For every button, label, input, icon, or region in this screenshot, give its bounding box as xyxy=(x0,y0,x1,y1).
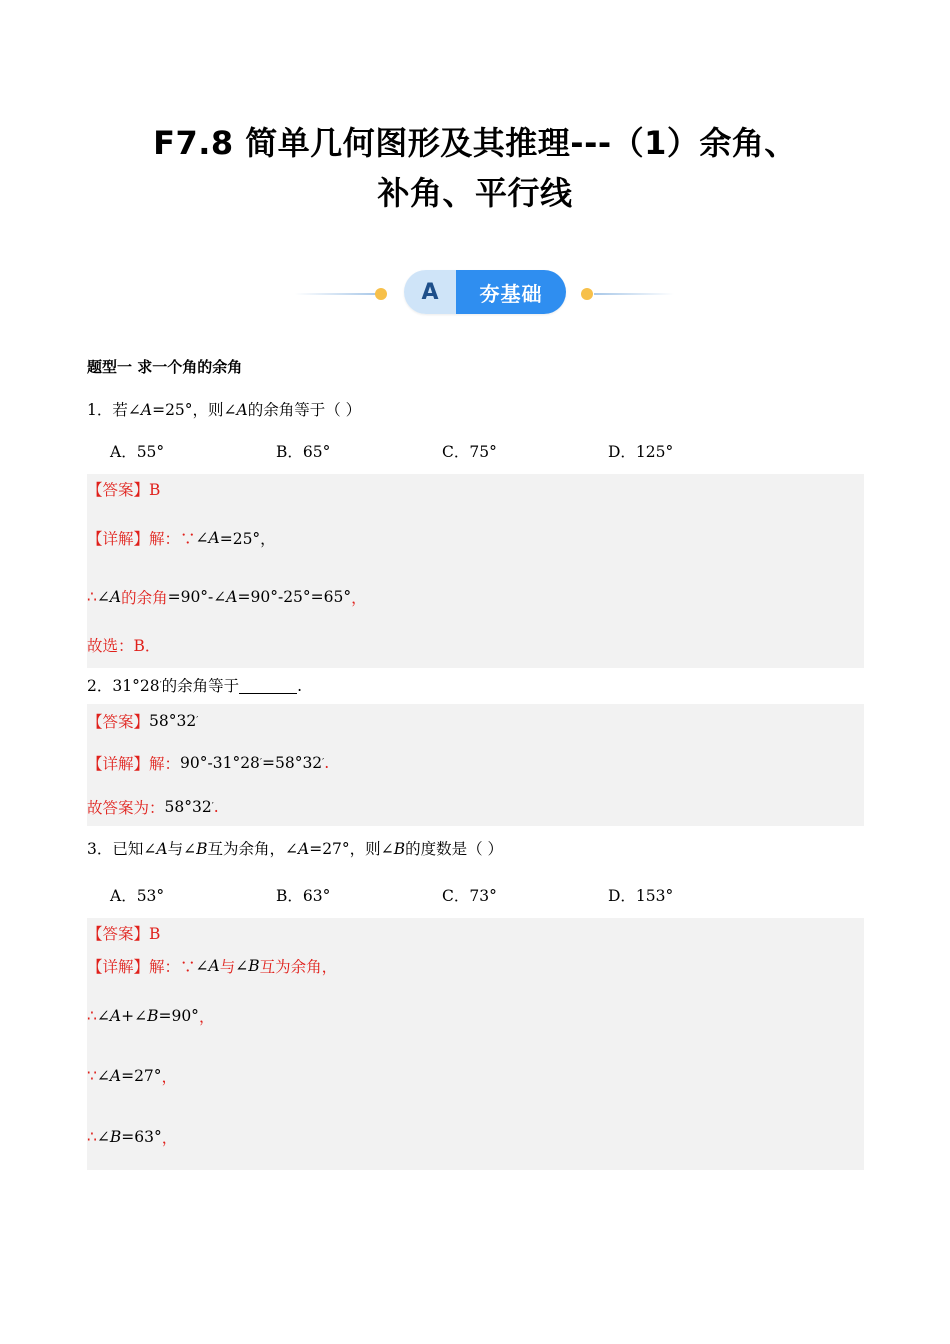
q3-var-1: A xyxy=(156,840,168,858)
q2-answer xyxy=(87,704,864,738)
document-body xyxy=(87,352,864,1170)
q2-conclusion-value: 58°32 xyxy=(164,798,212,816)
q3-number: 3．已知 xyxy=(87,840,144,858)
q2-answer-prime: ′ xyxy=(196,716,199,726)
banner-dot-left xyxy=(375,288,387,300)
q2-detail-label: 【详解】解： xyxy=(87,755,181,773)
q3-d-angle-2: ∠ xyxy=(235,957,249,975)
q1-l2-end: ， xyxy=(351,589,367,607)
q1-option-c: C．75° xyxy=(442,443,497,461)
q3-l2-end: ， xyxy=(198,1008,215,1026)
q3-var-4: B xyxy=(393,840,406,858)
q3-l3-eq: =27° xyxy=(121,1067,162,1085)
q2-detail-end: . xyxy=(324,754,330,772)
section-title: 题型一 求一个角的余角 xyxy=(87,358,243,376)
q2-conclusion xyxy=(87,788,864,826)
q3-answer: 【答案】B xyxy=(87,925,161,943)
title-line-1: F7.8 简单几何图形及其推理---（1）余角、 xyxy=(153,124,797,162)
q1-tail: 的余角等于（ ） xyxy=(247,401,362,419)
q3-angle-3: ∠ xyxy=(285,840,298,858)
banner-line-left xyxy=(295,293,377,295)
q1-angle-symbol: ∠ xyxy=(127,401,141,419)
page-title xyxy=(0,118,950,218)
q1-conclusion: 故选：B． xyxy=(87,637,161,655)
q2-detail xyxy=(87,738,864,788)
q3-tail: 的度数是（ ） xyxy=(405,840,504,858)
q2-conclusion-prime: ′ xyxy=(211,802,214,812)
q1-l2-angle: ∠ xyxy=(96,588,110,606)
q1-l2-eq: =90°- xyxy=(167,588,214,606)
q2-detail-expr: 90°-31°28 xyxy=(180,754,260,772)
q2-number: 2． xyxy=(87,677,113,695)
q1-l2-text: 的余角 xyxy=(121,589,168,607)
q2-end: . xyxy=(297,677,303,695)
q3-detail-line-1 xyxy=(87,948,864,984)
q1-detail-line-2 xyxy=(87,572,864,622)
q3-answer-block xyxy=(87,918,864,1170)
q1-detail-line-1 xyxy=(87,504,864,572)
q1-eq: =25°，则 xyxy=(152,401,224,419)
q2-answer-value: 58°32 xyxy=(149,712,197,730)
q2-answer-block xyxy=(87,704,864,826)
banner-dot-right xyxy=(581,288,593,300)
q2-tail: 的余角等于 xyxy=(161,677,240,695)
q2-conclusion-label: 故答案为： xyxy=(87,799,165,817)
q2-answer-label: 【答案】 xyxy=(87,713,150,731)
q3-d-var-1: A xyxy=(208,957,220,975)
q1-l2-var: A xyxy=(109,588,122,606)
question-2 xyxy=(87,668,864,704)
q3-option-d: D．153° xyxy=(608,887,674,905)
q3-l3-because: ∵ xyxy=(87,1067,97,1085)
banner-pill xyxy=(404,270,566,314)
q3-with: 与 xyxy=(167,840,184,858)
q2-detail-prime-2: ′ xyxy=(322,758,325,768)
q3-detail-label: 【详解】解：∵ xyxy=(87,958,196,976)
q3-l3-angle: ∠ xyxy=(96,1067,110,1085)
question-1 xyxy=(87,392,864,428)
banner-line-right xyxy=(594,293,674,295)
q3-d-with: 与 xyxy=(219,958,236,976)
q2-detail-eq: =58°32 xyxy=(261,754,323,772)
q1-number: 1．若 xyxy=(87,401,128,419)
q3-option-b: B．63° xyxy=(276,887,331,905)
q1-answer: 【答案】B xyxy=(87,481,161,499)
q3-l4-angle: ∠ xyxy=(96,1128,110,1146)
q3-options xyxy=(87,872,864,918)
q3-then: ，则 xyxy=(349,840,381,858)
q1-option-b: B．65° xyxy=(276,443,331,461)
q1-option-a: A．55° xyxy=(110,443,165,461)
q2-prime: ′ xyxy=(159,681,162,691)
q3-d-tail: 互为余角， xyxy=(259,958,338,976)
q3-detail-line-3 xyxy=(87,1048,864,1104)
q3-l2-var-1: A xyxy=(109,1007,122,1025)
q1-var: A xyxy=(140,401,153,419)
banner-letter: A xyxy=(404,270,456,314)
q1-options xyxy=(87,428,864,474)
title-line-2: 补角、平行线 xyxy=(377,174,573,212)
q1-detail-eq: =25°， xyxy=(219,530,276,548)
banner-label: 夯基础 xyxy=(456,270,566,314)
q3-option-a: A．53° xyxy=(110,887,165,905)
section-banner xyxy=(0,268,950,316)
q1-detail-var: A xyxy=(208,529,220,547)
q2-conclusion-end: . xyxy=(213,798,219,816)
q2-detail-prime: ′ xyxy=(259,758,262,768)
q3-angle-2: ∠ xyxy=(183,840,197,858)
q3-var-2: B xyxy=(196,840,208,858)
q3-mid: 互为余角， xyxy=(207,840,285,858)
q3-l2-var-2: B xyxy=(147,1007,159,1025)
q3-d-var-2: B xyxy=(248,957,260,975)
q1-angle-symbol-2: ∠ xyxy=(223,401,237,419)
q1-therefore: ∴ xyxy=(87,588,97,606)
q3-eq: =27° xyxy=(309,840,350,858)
q1-l2-var-2: A xyxy=(226,588,238,606)
q1-var-2: A xyxy=(236,401,248,419)
q1-detail-angle: ∠ xyxy=(195,529,209,547)
q3-l3-var: A xyxy=(109,1067,122,1085)
q3-angle-4: ∠ xyxy=(380,840,394,858)
q2-blank xyxy=(239,679,297,694)
q1-detail-label: 【详解】解：∵ xyxy=(87,530,196,548)
q1-option-d: D．125° xyxy=(608,443,674,461)
q3-l4-var: B xyxy=(109,1128,122,1146)
q1-l2-angle-2: ∠ xyxy=(213,588,227,606)
q3-var-3: A xyxy=(298,840,310,858)
q3-l4-end: ， xyxy=(161,1129,178,1147)
q3-option-c: C．73° xyxy=(442,887,497,905)
q3-l4-eq: =63° xyxy=(121,1128,162,1146)
q3-detail-line-4 xyxy=(87,1104,864,1170)
q2-expr: 31°28 xyxy=(112,677,160,695)
q3-l2-therefore: ∴ xyxy=(87,1007,97,1025)
q3-detail-line-2 xyxy=(87,984,864,1048)
question-3 xyxy=(87,826,864,872)
q1-l2-eq-2: =90°-25°=65° xyxy=(237,588,352,606)
q3-l2-angle-2: ∠ xyxy=(134,1007,148,1025)
q3-l4-therefore: ∴ xyxy=(87,1128,97,1146)
q3-angle-1: ∠ xyxy=(143,840,157,858)
q3-l2-plus: + xyxy=(121,1007,135,1025)
q3-l2-angle-1: ∠ xyxy=(96,1007,110,1025)
q3-l2-eq: =90° xyxy=(158,1007,199,1025)
q1-answer-block xyxy=(87,474,864,668)
q3-d-angle-1: ∠ xyxy=(195,957,209,975)
q3-l3-end: ， xyxy=(161,1068,178,1086)
